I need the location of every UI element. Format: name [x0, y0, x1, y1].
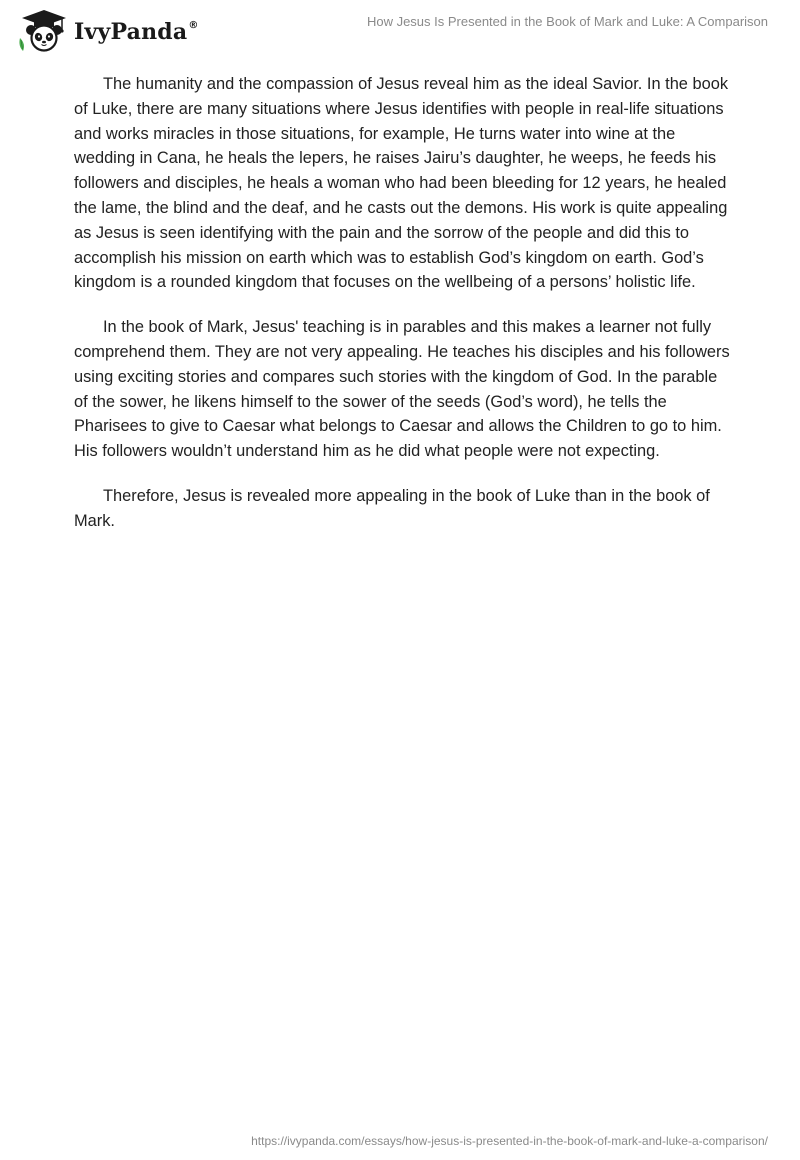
paragraph: The humanity and the compassion of Jesus reveal him as the ideal Savior. In the book of Luke, there are many situations where Jesus identifies with people in real-life situations and works miracles in those situations, for example, He turns water into wine at the wedding in Cana, he heals the lepers, he raises Jairu’s daughter, he weeps, he feeds his followers and disciples, he heals a woman who had been bleeding for 12 years, he healed the lame, the blind and the deaf, and he casts out the demons. His work is quite appealing as Jesus is seen identifying with the pain and the sorrow of the people and did this to accomplish his mission on earth which was to establish God’s kingdom on earth. God’s kingdom is a rounded kingdom that focuses on the wellbeing of a persons’ holistic life. [74, 75, 729, 292]
registered-mark: ® [188, 19, 199, 31]
paragraph: In the book of Mark, Jesus' teaching is in parables and this makes a learner not fully comprehend them. They are not very appealing. He teaches his disciples and his followers using exciting stories and compares such stories with the kingdom of God. In the parable of the sower, he likens himself to the sower of the seeds (God’s word), he tells the Pharisees to give to Caesar what belongs to Caesar and allows the Children to go to him. His followers wouldn’t understand him as he did what people were not expecting. [74, 318, 730, 461]
paragraph: Therefore, Jesus is revealed more appealing in the book of Luke than in the book of Mark. [74, 486, 710, 530]
ivypanda-logo[interactable] [14, 8, 199, 52]
document-title: How Jesus Is Presented in the Book of Mark and Luke: A Comparison [366, 14, 768, 29]
brand-name: IvyPanda® [74, 19, 199, 45]
panda-graduate-icon [14, 8, 70, 52]
page-header [0, 0, 800, 60]
source-url[interactable]: https://ivypanda.com/essays/how-jesus-is-presented-in-the-book-of-mark-and-luke-a-comparison/ [251, 1134, 768, 1148]
essay-body [74, 72, 734, 554]
